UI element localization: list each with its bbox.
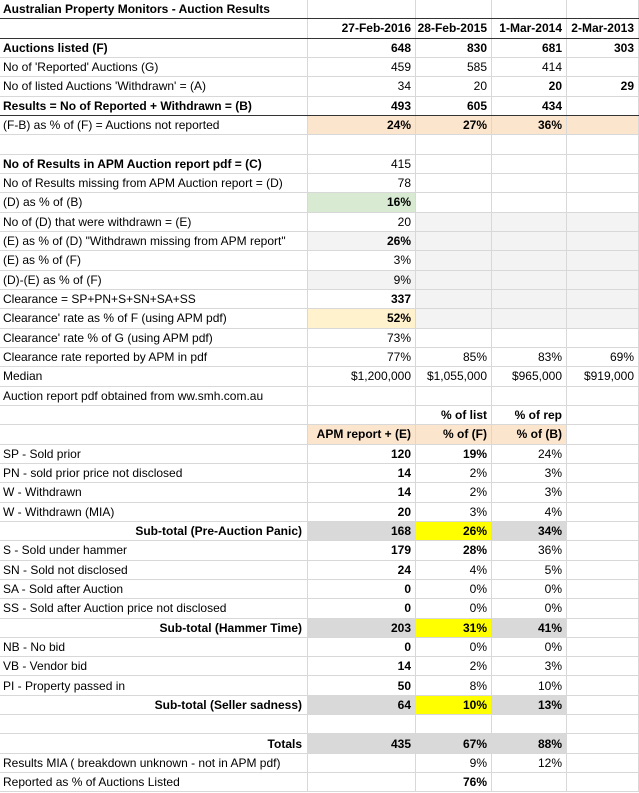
cell[interactable]: $965,000 xyxy=(492,367,567,385)
row-label[interactable]: SP - Sold prior xyxy=(0,445,308,463)
table-row xyxy=(0,734,639,753)
table-row xyxy=(0,676,639,695)
cell[interactable] xyxy=(567,387,639,405)
table-row xyxy=(0,522,639,541)
cell[interactable]: 830 xyxy=(416,39,492,57)
cell[interactable]: 34 xyxy=(308,77,416,95)
cell[interactable]: 3% xyxy=(492,657,567,675)
cell[interactable] xyxy=(492,135,567,153)
cell[interactable]: 4% xyxy=(492,503,567,521)
cell[interactable]: 337 xyxy=(308,290,416,308)
row-label[interactable]: (E) as % of (F) xyxy=(0,251,308,269)
row-label[interactable]: (E) as % of (D) "Withdrawn missing from APM report" xyxy=(0,232,308,250)
cell[interactable]: 303 xyxy=(567,39,639,57)
row-label[interactable]: PI - Property passed in xyxy=(0,676,308,694)
cell[interactable] xyxy=(567,232,639,250)
cell[interactable]: 585 xyxy=(416,58,492,76)
cell[interactable]: 120 xyxy=(308,445,416,463)
cell[interactable] xyxy=(416,213,492,231)
row-label[interactable]: VB - Vendor bid xyxy=(0,657,308,675)
cell[interactable]: $1,200,000 xyxy=(308,367,416,385)
cell[interactable] xyxy=(567,638,639,656)
cell[interactable]: 12% xyxy=(492,754,567,772)
cell[interactable]: % of rep xyxy=(492,406,567,424)
cell[interactable] xyxy=(416,329,492,347)
cell[interactable] xyxy=(567,734,639,752)
cell[interactable] xyxy=(492,155,567,173)
row-label[interactable]: S - Sold under hammer xyxy=(0,541,308,559)
cell[interactable]: APM report + (E) xyxy=(308,425,416,443)
row-label[interactable]: Australian Property Monitors - Auction Results xyxy=(0,0,308,18)
cell[interactable] xyxy=(567,464,639,482)
cell[interactable] xyxy=(416,0,492,18)
cell[interactable] xyxy=(492,290,567,308)
table-row xyxy=(0,561,639,580)
cell[interactable]: $919,000 xyxy=(567,367,639,385)
cell[interactable]: 9% xyxy=(308,271,416,289)
cell[interactable] xyxy=(567,193,639,211)
row-label[interactable]: Clearance rate reported by APM in pdf xyxy=(0,348,308,366)
row-label[interactable]: NB - No bid xyxy=(0,638,308,656)
cell[interactable]: 0% xyxy=(492,599,567,617)
row-label[interactable]: PN - sold prior price not disclosed xyxy=(0,464,308,482)
cell[interactable]: 681 xyxy=(492,39,567,57)
cell[interactable] xyxy=(567,696,639,714)
cell[interactable]: 2-Mar-2013 xyxy=(567,19,639,37)
cell[interactable]: % of (F) xyxy=(416,425,492,443)
row-label[interactable] xyxy=(0,135,308,153)
cell[interactable]: 69% xyxy=(567,348,639,366)
cell[interactable] xyxy=(492,213,567,231)
cell[interactable]: 20 xyxy=(492,77,567,95)
cell[interactable]: 0 xyxy=(308,599,416,617)
cell[interactable]: 34% xyxy=(492,522,567,540)
row-label[interactable]: No of Results missing from APM Auction report = (D) xyxy=(0,174,308,192)
cell[interactable] xyxy=(308,754,416,772)
row-label[interactable]: W - Withdrawn (MIA) xyxy=(0,503,308,521)
row-label[interactable]: Sub-total (Seller sadness) xyxy=(0,696,308,714)
cell[interactable]: 493 xyxy=(308,97,416,115)
cell[interactable] xyxy=(492,773,567,791)
cell[interactable]: 24% xyxy=(308,116,416,134)
cell[interactable]: 78 xyxy=(308,174,416,192)
cell[interactable]: 26% xyxy=(308,232,416,250)
row-label[interactable]: Auction report pdf obtained from ww.smh.com.au xyxy=(0,387,308,405)
cell[interactable]: 648 xyxy=(308,39,416,57)
cell[interactable]: 24 xyxy=(308,561,416,579)
cell[interactable] xyxy=(308,135,416,153)
cell[interactable]: 16% xyxy=(308,193,416,211)
cell[interactable]: 85% xyxy=(416,348,492,366)
cell[interactable]: 2% xyxy=(416,483,492,501)
cell[interactable] xyxy=(567,754,639,772)
table-row xyxy=(0,445,639,464)
cell[interactable] xyxy=(308,406,416,424)
table-row xyxy=(0,541,639,560)
cell[interactable]: 8% xyxy=(416,676,492,694)
cell[interactable]: 1-Mar-2014 xyxy=(492,19,567,37)
cell[interactable]: 179 xyxy=(308,541,416,559)
table-row xyxy=(0,77,639,96)
cell[interactable] xyxy=(567,425,639,443)
cell[interactable]: 27% xyxy=(416,116,492,134)
cell[interactable]: 605 xyxy=(416,97,492,115)
table-row xyxy=(0,503,639,522)
cell[interactable]: 36% xyxy=(492,116,567,134)
cell[interactable] xyxy=(567,0,639,18)
table-row xyxy=(0,367,639,386)
cell[interactable] xyxy=(492,309,567,327)
cell[interactable]: 459 xyxy=(308,58,416,76)
cell[interactable]: 88% xyxy=(492,734,567,752)
row-label[interactable] xyxy=(0,406,308,424)
table-row xyxy=(0,135,639,154)
table-row xyxy=(0,348,639,367)
cell[interactable]: 10% xyxy=(492,676,567,694)
row-label[interactable]: Results = No of Reported + Withdrawn = (B) xyxy=(0,97,308,115)
row-label[interactable]: No of (D) that were withdrawn = (E) xyxy=(0,213,308,231)
cell[interactable] xyxy=(492,329,567,347)
row-label[interactable]: W - Withdrawn xyxy=(0,483,308,501)
row-label[interactable]: (F-B) as % of (F) = Auctions not reported xyxy=(0,116,308,134)
table-row xyxy=(0,213,639,232)
cell[interactable]: 77% xyxy=(308,348,416,366)
row-label[interactable]: No of 'Reported' Auctions (G) xyxy=(0,58,308,76)
table-row xyxy=(0,251,639,270)
cell[interactable]: 24% xyxy=(492,445,567,463)
table-row xyxy=(0,116,639,135)
row-label[interactable]: Reported as % of Auctions Listed xyxy=(0,773,308,791)
cell[interactable] xyxy=(492,715,567,733)
table-row xyxy=(0,174,639,193)
table-row xyxy=(0,309,639,328)
cell[interactable]: 29 xyxy=(567,77,639,95)
row-label[interactable] xyxy=(0,715,308,733)
table-row xyxy=(0,19,639,38)
table-row xyxy=(0,193,639,212)
row-label[interactable]: SA - Sold after Auction xyxy=(0,580,308,598)
table-row xyxy=(0,271,639,290)
cell[interactable] xyxy=(567,599,639,617)
cell[interactable] xyxy=(567,445,639,463)
row-label[interactable]: Sub-total (Pre-Auction Panic) xyxy=(0,522,308,540)
cell[interactable]: 2% xyxy=(416,657,492,675)
cell[interactable] xyxy=(308,387,416,405)
cell[interactable] xyxy=(416,715,492,733)
table-row xyxy=(0,638,639,657)
cell[interactable] xyxy=(416,232,492,250)
cell[interactable]: 168 xyxy=(308,522,416,540)
cell[interactable] xyxy=(567,290,639,308)
cell[interactable]: 0 xyxy=(308,638,416,656)
cell[interactable]: 203 xyxy=(308,619,416,637)
cell[interactable]: 0% xyxy=(492,638,567,656)
cell[interactable]: 14 xyxy=(308,657,416,675)
cell[interactable] xyxy=(567,503,639,521)
cell[interactable]: 0% xyxy=(416,599,492,617)
cell[interactable] xyxy=(416,155,492,173)
cell[interactable]: 73% xyxy=(308,329,416,347)
cell[interactable] xyxy=(567,116,639,134)
cell[interactable]: 28% xyxy=(416,541,492,559)
cell[interactable]: 26% xyxy=(416,522,492,540)
cell[interactable] xyxy=(567,580,639,598)
row-label[interactable]: No of Results in APM Auction report pdf = (C) xyxy=(0,155,308,173)
cell[interactable]: 50 xyxy=(308,676,416,694)
table-row xyxy=(0,773,639,792)
table-row xyxy=(0,39,639,58)
cell[interactable] xyxy=(308,0,416,18)
cell[interactable] xyxy=(492,251,567,269)
cell[interactable]: 52% xyxy=(308,309,416,327)
table-row xyxy=(0,155,639,174)
table-row xyxy=(0,599,639,618)
cell[interactable] xyxy=(567,522,639,540)
row-label[interactable]: Clearance = SP+PN+S+SN+SA+SS xyxy=(0,290,308,308)
cell[interactable] xyxy=(492,174,567,192)
cell[interactable]: 64 xyxy=(308,696,416,714)
row-label[interactable]: Auctions listed (F) xyxy=(0,39,308,57)
table-row xyxy=(0,329,639,348)
table-row xyxy=(0,715,639,734)
row-label[interactable] xyxy=(0,425,308,443)
cell[interactable]: 36% xyxy=(492,541,567,559)
cell[interactable] xyxy=(567,561,639,579)
row-label[interactable]: (D) as % of (B) xyxy=(0,193,308,211)
cell[interactable]: 10% xyxy=(416,696,492,714)
cell[interactable] xyxy=(567,97,639,115)
cell[interactable]: 414 xyxy=(492,58,567,76)
cell[interactable] xyxy=(567,251,639,269)
row-label[interactable]: No of listed Auctions 'Withdrawn' = (A) xyxy=(0,77,308,95)
cell[interactable]: 14 xyxy=(308,464,416,482)
row-label[interactable] xyxy=(0,19,308,37)
cell[interactable]: 41% xyxy=(492,619,567,637)
cell[interactable] xyxy=(567,271,639,289)
table-row xyxy=(0,464,639,483)
cell[interactable] xyxy=(492,193,567,211)
cell[interactable]: 76% xyxy=(416,773,492,791)
row-label[interactable]: Clearance' rate % of G (using APM pdf) xyxy=(0,329,308,347)
row-label[interactable]: SS - Sold after Auction price not disclosed xyxy=(0,599,308,617)
table-row xyxy=(0,97,639,116)
cell[interactable]: 434 xyxy=(492,97,567,115)
table-row xyxy=(0,580,639,599)
cell[interactable] xyxy=(567,309,639,327)
cell[interactable]: % of list xyxy=(416,406,492,424)
row-label[interactable]: (D)-(E) as % of (F) xyxy=(0,271,308,289)
cell[interactable] xyxy=(567,657,639,675)
cell[interactable] xyxy=(416,135,492,153)
table-row xyxy=(0,425,639,444)
cell[interactable]: 0% xyxy=(416,580,492,598)
cell[interactable] xyxy=(308,715,416,733)
table-row xyxy=(0,657,639,676)
cell[interactable]: 5% xyxy=(492,561,567,579)
table-row xyxy=(0,406,639,425)
cell[interactable]: 20 xyxy=(416,77,492,95)
cell[interactable] xyxy=(567,58,639,76)
cell[interactable]: 31% xyxy=(416,619,492,637)
table-row xyxy=(0,696,639,715)
cell[interactable] xyxy=(492,387,567,405)
cell[interactable] xyxy=(567,483,639,501)
cell[interactable] xyxy=(567,773,639,791)
cell[interactable]: 0 xyxy=(308,580,416,598)
cell[interactable]: 20 xyxy=(308,503,416,521)
cell[interactable] xyxy=(567,155,639,173)
row-label[interactable]: Median xyxy=(0,367,308,385)
row-label[interactable]: Totals xyxy=(0,734,308,752)
cell[interactable]: 415 xyxy=(308,155,416,173)
cell[interactable] xyxy=(567,406,639,424)
cell[interactable]: 3% xyxy=(308,251,416,269)
cell[interactable]: $1,055,000 xyxy=(416,367,492,385)
row-label[interactable]: Results MIA ( breakdown unknown - not in APM pdf) xyxy=(0,754,308,772)
cell[interactable] xyxy=(567,619,639,637)
cell[interactable]: 3% xyxy=(492,464,567,482)
cell[interactable]: 9% xyxy=(416,754,492,772)
row-label[interactable]: SN - Sold not disclosed xyxy=(0,561,308,579)
cell[interactable] xyxy=(567,213,639,231)
cell[interactable]: 19% xyxy=(416,445,492,463)
cell[interactable]: 13% xyxy=(492,696,567,714)
cell[interactable]: 3% xyxy=(492,483,567,501)
table-row xyxy=(0,754,639,773)
cell[interactable] xyxy=(567,715,639,733)
table-row xyxy=(0,58,639,77)
table-row xyxy=(0,232,639,251)
table-row xyxy=(0,387,639,406)
cell[interactable]: 4% xyxy=(416,561,492,579)
cell[interactable] xyxy=(416,251,492,269)
cell[interactable]: % of (B) xyxy=(492,425,567,443)
cell[interactable] xyxy=(567,676,639,694)
table-row xyxy=(0,290,639,309)
cell[interactable] xyxy=(567,135,639,153)
cell[interactable]: 0% xyxy=(416,638,492,656)
cell[interactable] xyxy=(416,309,492,327)
cell[interactable] xyxy=(492,271,567,289)
cell[interactable]: 27-Feb-2016 xyxy=(308,19,416,37)
cell[interactable] xyxy=(492,0,567,18)
cell[interactable] xyxy=(416,174,492,192)
cell[interactable]: 435 xyxy=(308,734,416,752)
cell[interactable]: 14 xyxy=(308,483,416,501)
cell[interactable] xyxy=(416,387,492,405)
cell[interactable]: 2% xyxy=(416,464,492,482)
cell[interactable] xyxy=(567,174,639,192)
cell[interactable] xyxy=(308,773,416,791)
cell[interactable]: 28-Feb-2015 xyxy=(416,19,492,37)
cell[interactable]: 83% xyxy=(492,348,567,366)
cell[interactable]: 67% xyxy=(416,734,492,752)
row-label[interactable]: Clearance' rate as % of F (using APM pdf) xyxy=(0,309,308,327)
cell[interactable] xyxy=(416,193,492,211)
cell[interactable] xyxy=(416,271,492,289)
cell[interactable] xyxy=(492,232,567,250)
cell[interactable] xyxy=(416,290,492,308)
table-row xyxy=(0,0,639,19)
table-row xyxy=(0,483,639,502)
cell[interactable]: 0% xyxy=(492,580,567,598)
cell[interactable] xyxy=(567,541,639,559)
cell[interactable]: 20 xyxy=(308,213,416,231)
cell[interactable] xyxy=(567,329,639,347)
row-label[interactable]: Sub-total (Hammer Time) xyxy=(0,619,308,637)
table-row xyxy=(0,619,639,638)
cell[interactable]: 3% xyxy=(416,503,492,521)
